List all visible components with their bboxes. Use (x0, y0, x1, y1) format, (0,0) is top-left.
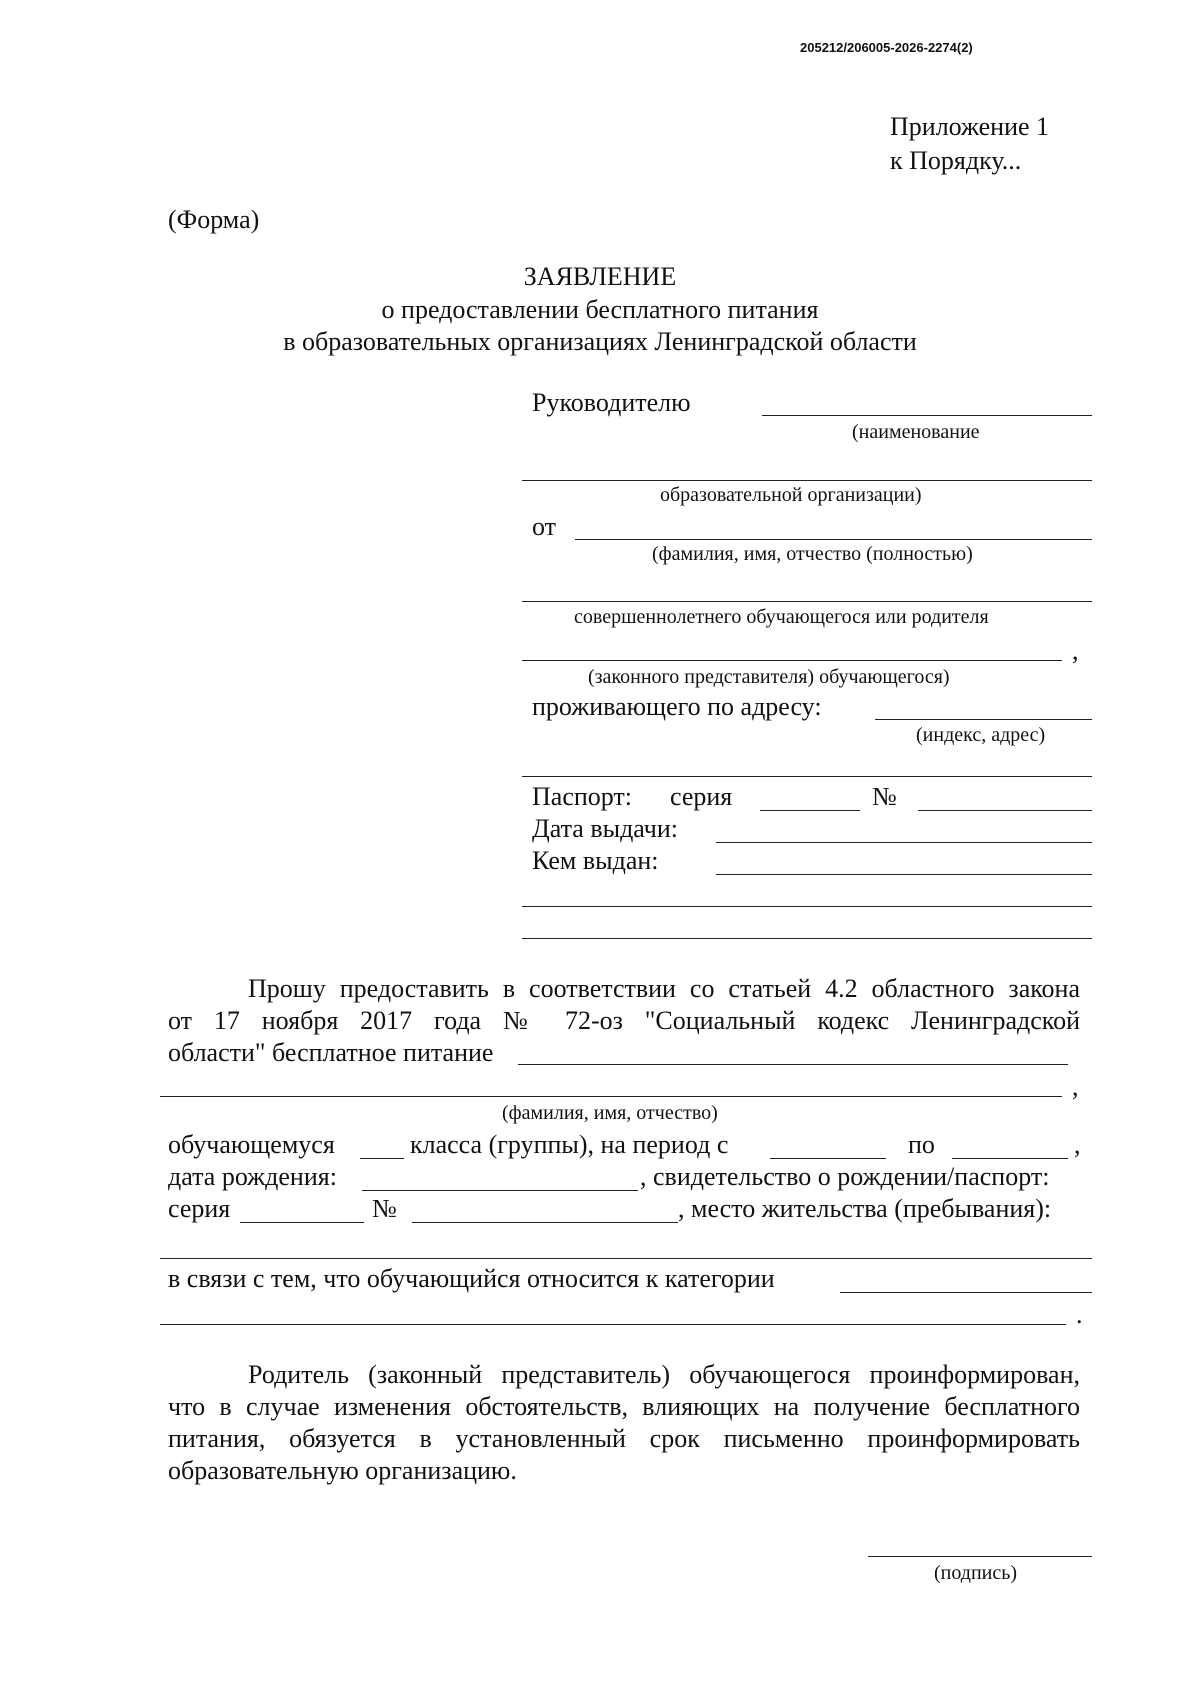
class-period-label: класса (группы), на период с (410, 1130, 729, 1159)
child-name-field-line1[interactable] (518, 1064, 1068, 1065)
issued-by-field-line3[interactable] (522, 938, 1092, 939)
form-label: (Форма) (168, 205, 260, 234)
org-name-field-line1[interactable] (762, 415, 1092, 416)
request-line3: области" бесплатное питание (168, 1038, 494, 1067)
passport-series-label: серия (670, 782, 733, 811)
document-series-label: серия (168, 1194, 231, 1223)
issued-by-field-line1[interactable] (716, 874, 1092, 875)
document-series-field[interactable] (240, 1222, 364, 1223)
signature-field[interactable] (868, 1556, 1092, 1557)
document-subtitle-line2: в образовательных организациях Ленинградской области (283, 327, 917, 356)
address-hint: (индекс, адрес) (916, 724, 1046, 746)
applicant-comma: , (1072, 636, 1079, 665)
request-line2: от 17 ноября 2017 года № 72-оз "Социальный кодекс Ленинградской (168, 1006, 1080, 1035)
student-label: обучающемуся (168, 1130, 335, 1159)
legal-representative-hint: (законного представителя) обучающегося) (588, 666, 950, 688)
org-name-hint-2: образовательной организации) (660, 484, 922, 506)
notice-line2: что в случае изменения обстоятельств, влияющих на получение бесплатного (168, 1392, 1080, 1421)
document-number-field[interactable] (412, 1222, 678, 1223)
notice-line3: питания, обязуется в установленный срок письменно проинформировать (168, 1424, 1080, 1453)
category-label: в связи с тем, что обучающийся относится к категории (168, 1264, 775, 1293)
passport-number-field[interactable] (918, 810, 1092, 811)
passport-number-label: № (872, 782, 897, 811)
document-code: 205212/206005-2026-2274(2) (800, 40, 973, 55)
issued-by-field-line2[interactable] (522, 906, 1092, 907)
request-line1: Прошу предоставить в соответствии со статьей 4.2 областного закона (248, 974, 1080, 1003)
from-label: от (532, 512, 557, 541)
child-residence-field[interactable] (160, 1258, 1092, 1259)
period-comma: , (1074, 1130, 1081, 1159)
child-residence-label: , место жительства (пребывания): (678, 1194, 1052, 1223)
category-period: . (1076, 1300, 1083, 1329)
passport-series-field[interactable] (760, 810, 860, 811)
notice-line1: Родитель (законный представитель) обучающегося проинформирован, (248, 1360, 1080, 1389)
applicant-name-field-line2[interactable] (522, 601, 1092, 602)
document-number-label: № (372, 1194, 397, 1223)
period-start-field[interactable] (770, 1158, 886, 1159)
passport-label: Паспорт: (532, 782, 633, 811)
appendix-reference: к Порядку... (890, 146, 1022, 175)
document-title: ЗАЯВЛЕНИЕ (523, 262, 677, 291)
residence-label: проживающего по адресу: (532, 692, 822, 721)
birth-date-label: дата рождения: (168, 1162, 337, 1191)
issued-by-label: Кем выдан: (532, 846, 659, 875)
address-field-line1[interactable] (875, 719, 1092, 720)
birth-date-field[interactable] (362, 1190, 638, 1191)
notice-line4: образовательную организацию. (168, 1456, 517, 1485)
category-field-line1[interactable] (840, 1292, 1092, 1293)
issue-date-label: Дата выдачи: (532, 814, 679, 843)
adult-or-parent-hint: совершеннолетнего обучающегося или родителя (574, 606, 989, 628)
org-name-field-line2[interactable] (522, 480, 1092, 481)
addressee-label: Руководителю (532, 388, 691, 417)
period-end-field[interactable] (952, 1158, 1068, 1159)
document-subtitle-line1: о предоставлении бесплатного питания (381, 295, 819, 324)
child-name-field-line2[interactable] (160, 1096, 1062, 1097)
org-name-hint: (наименование (852, 421, 980, 443)
applicant-name-field-line1[interactable] (575, 539, 1092, 540)
category-field-line2[interactable] (160, 1324, 1066, 1325)
issue-date-field[interactable] (716, 842, 1092, 843)
applicant-name-hint: (фамилия, имя, отчество (полностью) (652, 543, 973, 565)
certificate-label: , свидетельство о рождении/паспорт: (640, 1162, 1050, 1191)
address-field-line2[interactable] (522, 776, 1092, 777)
child-name-hint: (фамилия, имя, отчество) (502, 1102, 718, 1124)
signature-hint: (подпись) (934, 1562, 1018, 1584)
class-field[interactable] (360, 1158, 404, 1159)
period-to-label: по (908, 1130, 935, 1159)
applicant-name-field-line3[interactable] (522, 660, 1062, 661)
child-name-comma: , (1072, 1072, 1079, 1101)
appendix-number: Приложение 1 (890, 112, 1050, 141)
